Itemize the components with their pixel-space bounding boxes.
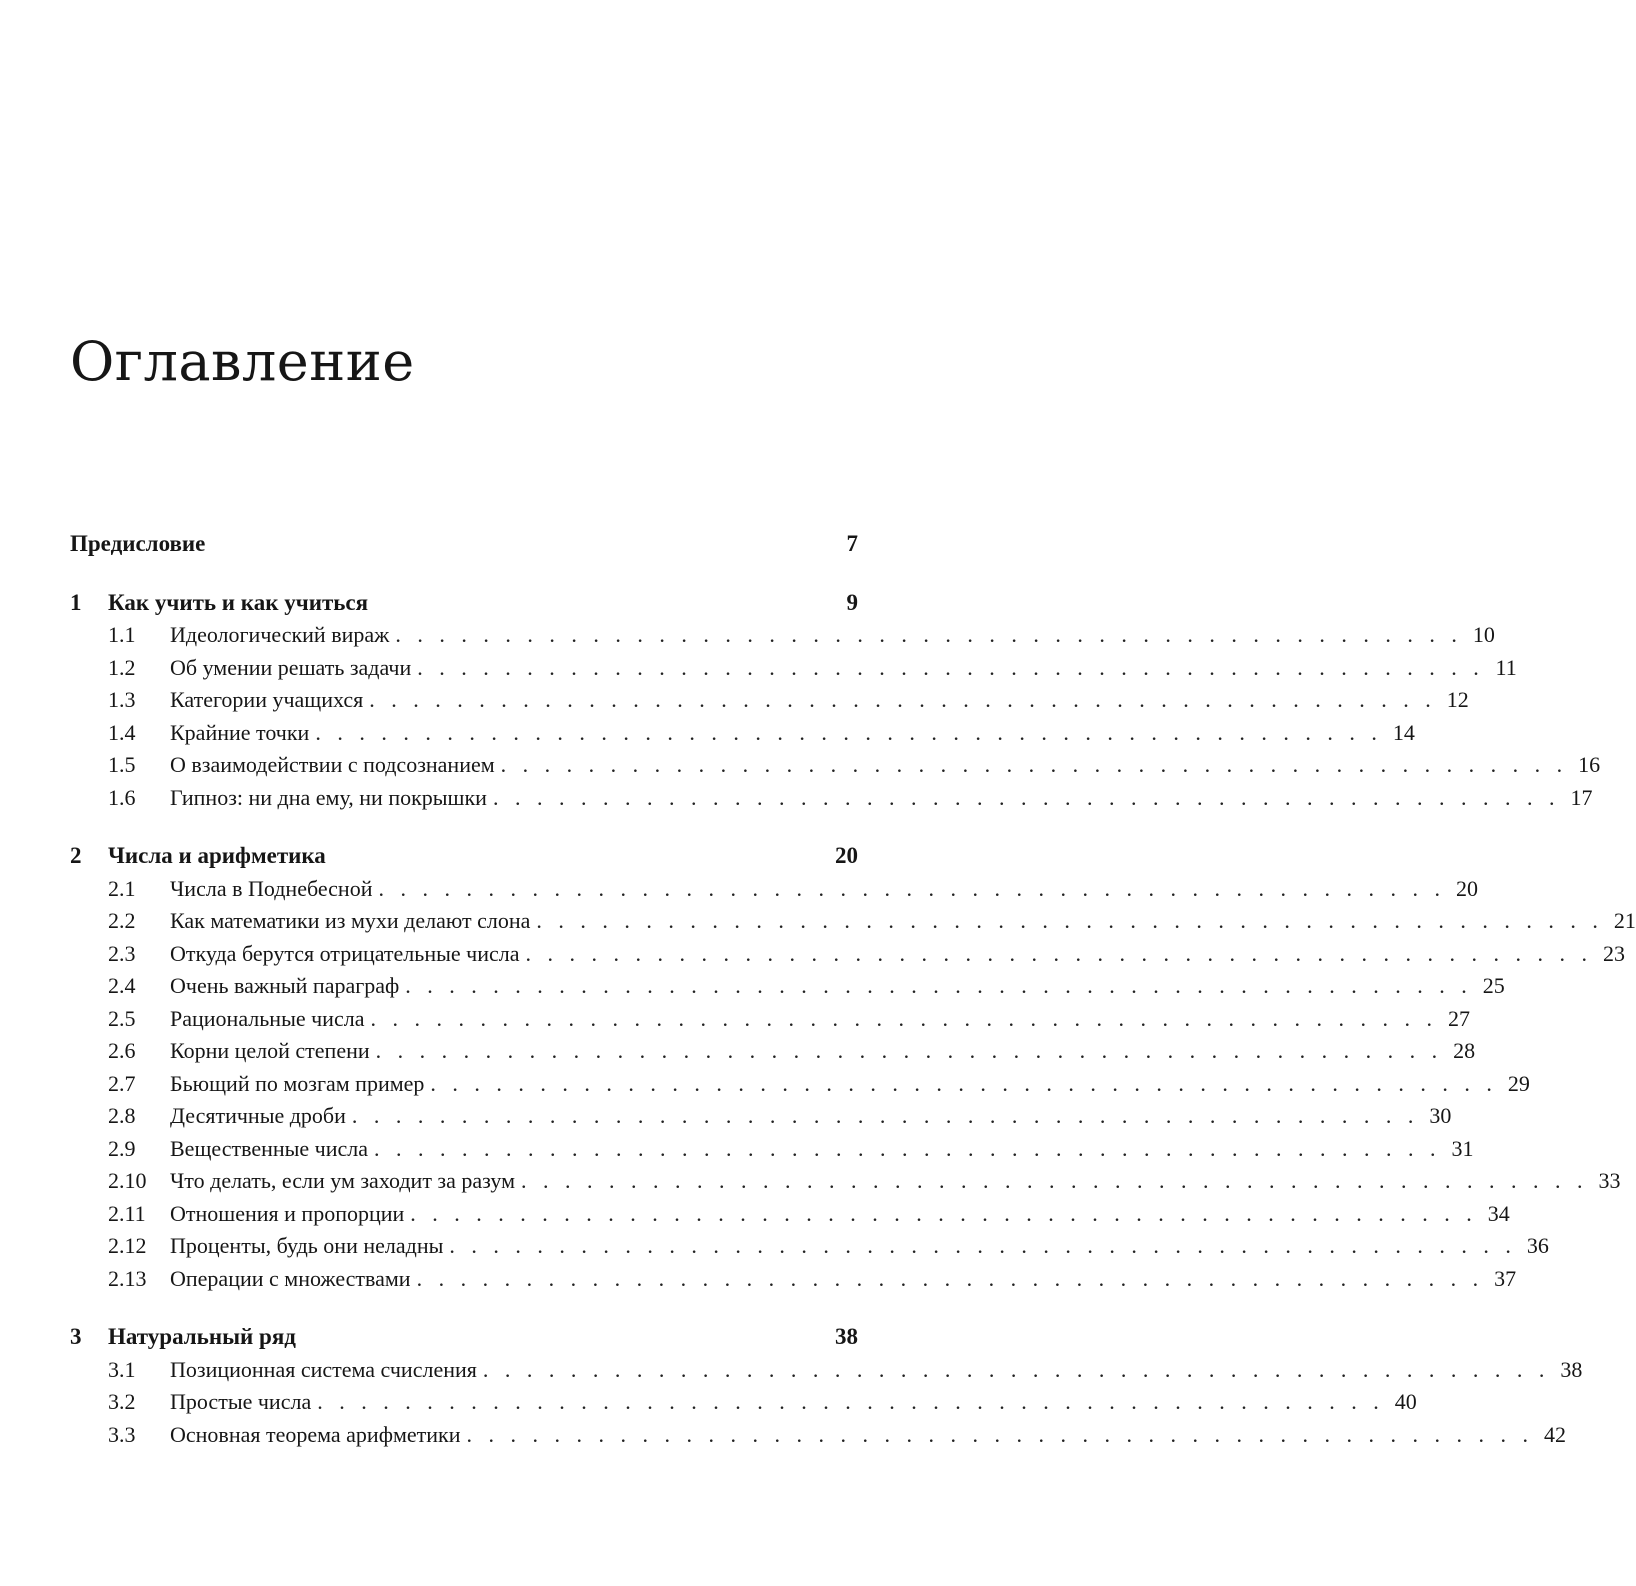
- spacer: [70, 814, 858, 840]
- table-of-contents: [70, 528, 1636, 1451]
- section-number: 1.6: [108, 784, 136, 810]
- section-number: 2.12: [108, 1233, 147, 1258]
- toc-section-2-7[interactable]: [70, 1068, 1530, 1101]
- dot-leader: [378, 873, 1440, 906]
- section-title: Бьющий по мозгам пример: [170, 1070, 425, 1096]
- dot-leader: [395, 619, 1457, 652]
- section-number: 2.1: [108, 875, 136, 901]
- section-page: 11: [1495, 654, 1517, 680]
- toc-section-2-4[interactable]: [70, 970, 1505, 1003]
- section-page: 29: [1507, 1070, 1530, 1096]
- section-number: 2.4: [108, 973, 136, 998]
- dot-leader: [493, 782, 1555, 815]
- section-page: 25: [1482, 973, 1505, 998]
- toc-chapter-3[interactable]: [70, 1321, 858, 1354]
- section-number: 2.5: [108, 1005, 136, 1031]
- section-title: Крайние точки: [170, 719, 310, 745]
- section-number: 2.13: [108, 1265, 147, 1291]
- spacer: [70, 561, 858, 587]
- toc-section-1-1[interactable]: [70, 619, 1495, 652]
- dot-leader: [405, 970, 1467, 1003]
- section-number: 1.1: [108, 622, 136, 647]
- section-title: Числа в Поднебесной: [170, 875, 373, 901]
- dot-leader: [369, 684, 1431, 717]
- section-number: 3.1: [108, 1356, 136, 1382]
- section-number: 2.6: [108, 1038, 136, 1063]
- toc-chapter-2[interactable]: [70, 840, 858, 873]
- toc-section-2-12[interactable]: [70, 1230, 1549, 1263]
- dot-leader: [466, 1419, 1528, 1452]
- dot-leader: [483, 1354, 1545, 1387]
- section-page: 16: [1578, 752, 1601, 777]
- section-page: 27: [1447, 1005, 1470, 1031]
- dot-leader: [376, 1035, 1438, 1068]
- section-title: Идеологический вираж: [170, 622, 390, 647]
- section-title: Очень важный параграф: [170, 973, 400, 998]
- section-title: Операции с множествами: [170, 1265, 411, 1291]
- section-page: 38: [1560, 1356, 1583, 1382]
- chapter-page: 20: [835, 843, 858, 868]
- toc-chapter-1[interactable]: [70, 587, 858, 620]
- section-title: Об умении решать задачи: [170, 654, 412, 680]
- preface-page: 7: [846, 531, 858, 556]
- section-title: Вещественные числа: [170, 1135, 369, 1161]
- chapter-number: 2: [70, 843, 82, 868]
- section-page: 14: [1392, 719, 1415, 745]
- section-title: Основная теорема арифметики: [170, 1421, 461, 1447]
- dot-leader: [449, 1230, 1511, 1263]
- section-title: Что делать, если ум заходит за разум: [170, 1168, 516, 1193]
- toc-section-3-3[interactable]: [70, 1419, 1566, 1452]
- section-number: 2.10: [108, 1168, 147, 1193]
- section-number: 1.2: [108, 654, 136, 680]
- dot-leader: [317, 1386, 1379, 1419]
- toc-section-2-9[interactable]: [70, 1133, 1474, 1166]
- section-page: 17: [1570, 784, 1593, 810]
- toc-section-1-2[interactable]: [70, 652, 1517, 685]
- section-title: Корни целой степени: [170, 1038, 370, 1063]
- section-page: 31: [1451, 1135, 1474, 1161]
- section-number: 2.8: [108, 1103, 136, 1128]
- section-title: Как математики из мухи делают слона: [170, 908, 531, 933]
- section-page: 33: [1598, 1168, 1621, 1193]
- toc-section-3-1[interactable]: [70, 1354, 1583, 1387]
- toc-section-2-6[interactable]: [70, 1035, 1476, 1068]
- dot-leader: [410, 1198, 1472, 1231]
- toc-section-2-8[interactable]: [70, 1100, 1452, 1133]
- section-number: 1.3: [108, 687, 136, 712]
- preface-title: Предисловие: [70, 531, 206, 556]
- section-number: 2.3: [108, 940, 136, 966]
- dot-leader: [526, 938, 1588, 971]
- toc-entry-preface[interactable]: [70, 528, 858, 561]
- section-number: 2.7: [108, 1070, 136, 1096]
- chapter-number: 3: [70, 1324, 82, 1349]
- section-number: 3.2: [108, 1389, 136, 1414]
- section-page: 42: [1543, 1421, 1566, 1447]
- toc-section-1-5[interactable]: [70, 749, 1601, 782]
- section-page: 40: [1394, 1389, 1417, 1414]
- toc-section-2-1[interactable]: [70, 873, 1478, 906]
- toc-section-1-4[interactable]: [70, 717, 1415, 750]
- section-page: 12: [1446, 687, 1469, 712]
- section-title: Позиционная система счисления: [170, 1356, 477, 1382]
- section-number: 3.3: [108, 1421, 136, 1447]
- section-number: 2.11: [108, 1200, 146, 1226]
- chapter-page: 38: [835, 1324, 858, 1349]
- section-number: 1.4: [108, 719, 136, 745]
- dot-leader: [521, 1165, 1583, 1198]
- chapter-page: 9: [846, 589, 858, 615]
- toc-section-2-3[interactable]: [70, 938, 1625, 971]
- section-page: 20: [1455, 875, 1478, 901]
- dot-leader: [370, 1003, 1432, 1036]
- dot-leader: [430, 1068, 1492, 1101]
- section-title: Гипноз: ни дна ему, ни покрышки: [170, 784, 487, 810]
- chapter-number: 1: [70, 589, 82, 615]
- toc-section-3-2[interactable]: [70, 1386, 1417, 1419]
- section-number: 1.5: [108, 752, 136, 777]
- section-page: 21: [1613, 908, 1636, 933]
- section-page: 37: [1494, 1265, 1517, 1291]
- chapter-title: Как учить и как учиться: [108, 589, 369, 615]
- toc-section-2-11[interactable]: [70, 1198, 1510, 1231]
- toc-section-2-5[interactable]: [70, 1003, 1470, 1036]
- section-title: Проценты, будь они неладны: [170, 1233, 444, 1258]
- section-page: 30: [1429, 1103, 1452, 1128]
- dot-leader: [501, 749, 1563, 782]
- section-title: Десятичные дроби: [170, 1103, 346, 1128]
- section-title: О взаимодействии с подсознанием: [170, 752, 495, 777]
- section-page: 10: [1472, 622, 1495, 647]
- section-page: 36: [1526, 1233, 1549, 1258]
- dot-leader: [352, 1100, 1414, 1133]
- chapter-title: Натуральный ряд: [108, 1324, 296, 1349]
- section-title: Простые числа: [170, 1389, 312, 1414]
- section-page: 34: [1487, 1200, 1510, 1226]
- section-title: Категории учащихся: [170, 687, 364, 712]
- spacer: [70, 1295, 858, 1321]
- chapter-title: Числа и арифметика: [108, 843, 326, 868]
- toc-section-2-10[interactable]: [70, 1165, 1621, 1198]
- dot-leader: [374, 1133, 1436, 1166]
- section-title: Откуда берутся отрицательные числа: [170, 940, 520, 966]
- dot-leader: [417, 652, 1479, 685]
- page-title: Оглавление: [70, 330, 415, 393]
- section-title: Рациональные числа: [170, 1005, 365, 1031]
- toc-section-2-13[interactable]: [70, 1263, 1517, 1296]
- section-page: 28: [1453, 1038, 1476, 1063]
- dot-leader: [315, 717, 1377, 750]
- dot-leader: [536, 905, 1598, 938]
- section-title: Отношения и пропорции: [170, 1200, 405, 1226]
- dot-leader: [417, 1263, 1479, 1296]
- toc-section-1-3[interactable]: [70, 684, 1469, 717]
- section-number: 2.2: [108, 908, 136, 933]
- section-number: 2.9: [108, 1135, 136, 1161]
- toc-section-2-2[interactable]: [70, 905, 1636, 938]
- section-page: 23: [1603, 940, 1625, 966]
- toc-section-1-6[interactable]: [70, 782, 1593, 815]
